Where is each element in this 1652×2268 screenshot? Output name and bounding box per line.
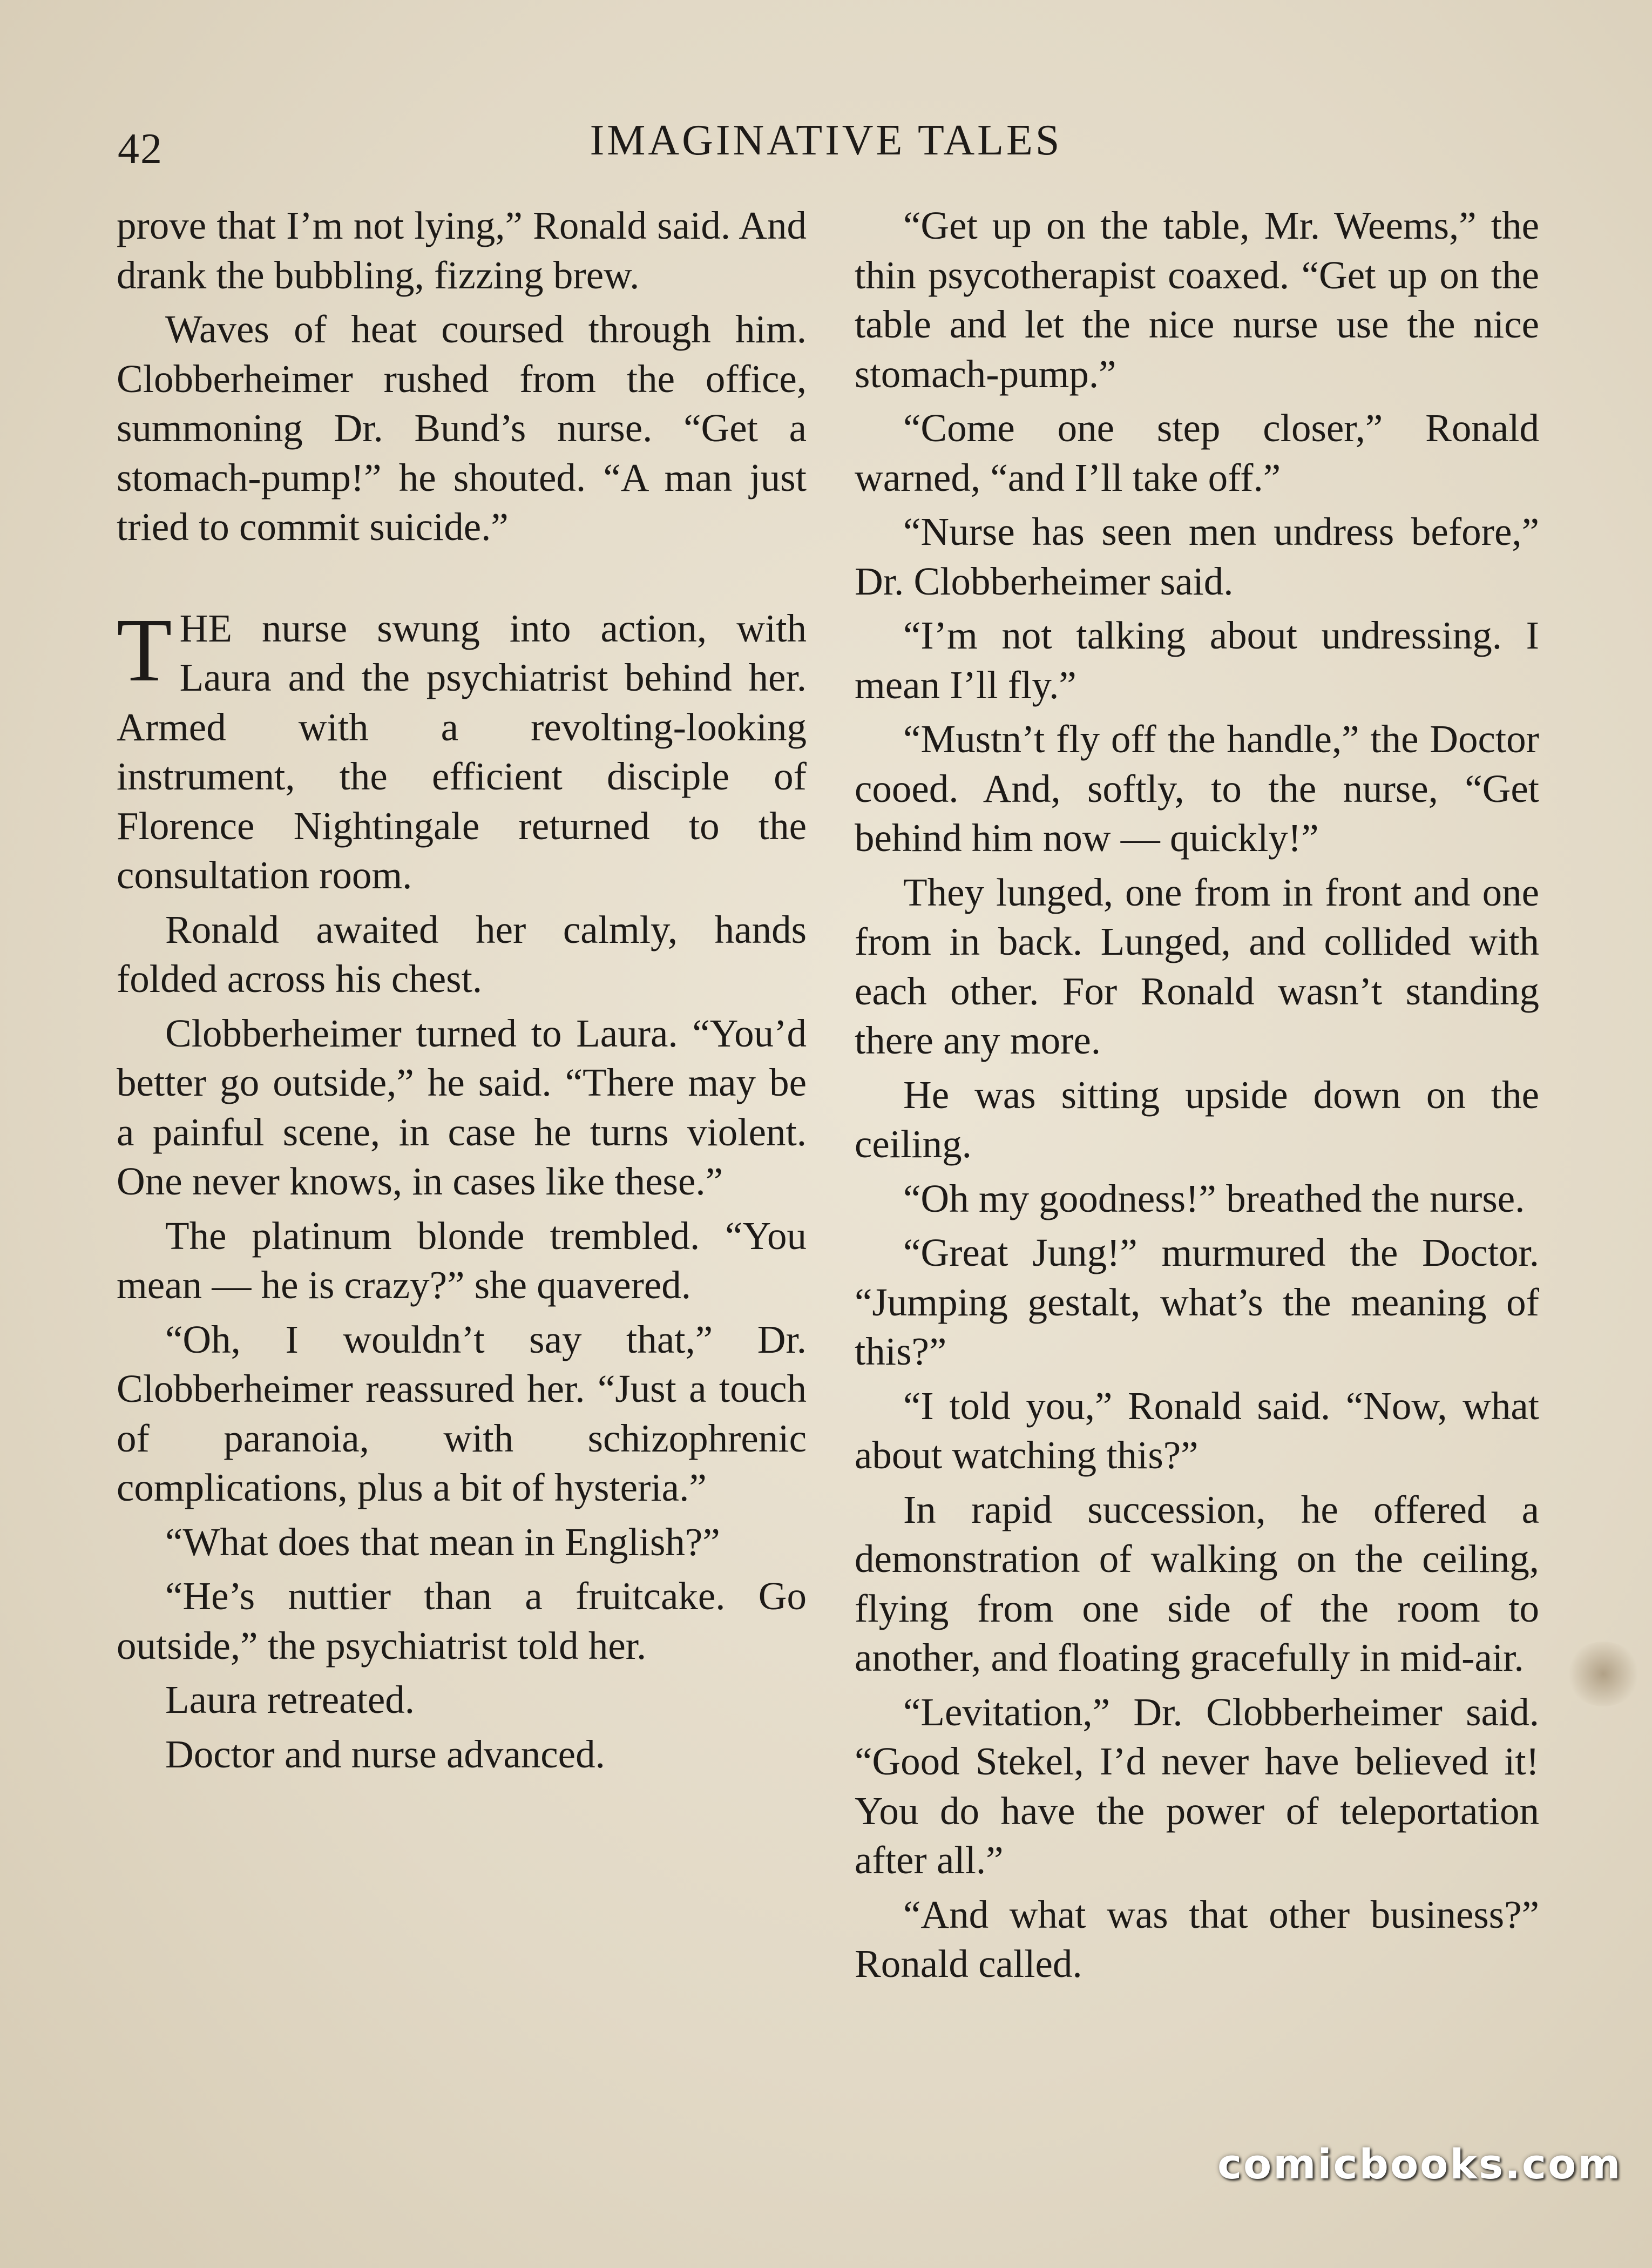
paragraph: “Oh my goodness!” breathed the nurse. [903, 1176, 1525, 1220]
paragraph: “Oh, I wouldn’t say that,” Dr. Clobberheimer reassured her. “Just a touch of paranoia, with schizophrenic complications, plus a bit of hysteria.” [117, 1317, 807, 1509]
paragraph: “Great Jung!” murmured the Doctor. “Jumping gestalt, what’s the meaning of this?” [855, 1231, 1539, 1373]
paragraph: In rapid succession, he offered a demonstration of walking on the ceiling, flying from one side of the room to another, and floating gracefully in mid-air. [855, 1487, 1539, 1679]
paper-stain [1566, 1642, 1641, 1706]
paragraph: “I’m not talking about undressing. I mean I’ll fly.” [855, 613, 1539, 707]
paragraph: “Levitation,” Dr. Clobberheimer said. “Good Stekel, I’d never have believed it! You do have the power of teleportation after all.” [855, 1690, 1539, 1882]
paragraph: Doctor and nurse advanced. [165, 1732, 605, 1776]
drop-cap-letter: T [117, 599, 172, 700]
watermark-logo: comicbooks.com [1217, 2140, 1622, 2188]
page-header [0, 116, 1652, 176]
paragraph: Waves of heat coursed through him. Clobberheimer rushed from the office, summoning Dr. Bund’s nurse. “Get a stomach-pump!” he shouted. “A man just tried to commit suicide.” [117, 307, 807, 549]
left-column [117, 201, 807, 1784]
running-title: IMAGINATIVE TALES [590, 117, 1062, 164]
paragraph: “Nurse has seen men undress before,” Dr. Clobberheimer said. [855, 510, 1539, 603]
paragraph: “He’s nuttier than a fruitcake. Go outside,” the psychiatrist told her. [117, 1574, 807, 1668]
paragraph: prove that I’m not lying,” Ronald said. And drank the bubbling, fizzing brew. [117, 204, 807, 297]
paragraph: “And what was that other business?” Ronald called. [855, 1892, 1539, 1986]
paragraph: Ronald awaited her calmly, hands folded across his chest. [117, 907, 807, 1001]
paragraph: The platinum blonde trembled. “You mean — he is crazy?” she quavered. [117, 1213, 807, 1307]
paragraph: “Get up on the table, Mr. Weems,” the thin psycotherapist coaxed. “Get up on the table and let the nice nurse use the nice stomach-pump.” [855, 204, 1539, 396]
page-number: 42 [118, 125, 163, 173]
paragraph-text: HE nurse swung into action, with Laura and the psychiatrist behind her. Armed with a revolting-looking instrument, the efficient disciple of Florence Nightingale returned to the consultation room. [117, 606, 807, 897]
paragraph: “I told you,” Ronald said. “Now, what about watching this?” [855, 1383, 1539, 1477]
paragraph: “Come one step closer,” Ronald warned, “and I’ll take off.” [855, 406, 1539, 500]
paragraph: “What does that mean in English?” [165, 1520, 720, 1564]
paragraph-drop-cap [117, 599, 807, 900]
paragraph: They lunged, one from in front and one from in back. Lunged, and collided with each other. For Ronald wasn’t standing there any more. [855, 870, 1539, 1062]
paragraph: Laura retreated. [165, 1678, 415, 1722]
paragraph: He was sitting upside down on the ceiling. [855, 1072, 1539, 1166]
paragraph: “Mustn’t fly off the handle,” the Doctor cooed. And, softly, to the nurse, “Get behind him now — quickly!” [855, 717, 1539, 860]
paragraph: Clobberheimer turned to Laura. “You’d better go outside,” he said. “There may be a painful scene, in case he turns violent. One never knows, in cases like these.” [117, 1011, 807, 1203]
right-column [855, 201, 1539, 1994]
